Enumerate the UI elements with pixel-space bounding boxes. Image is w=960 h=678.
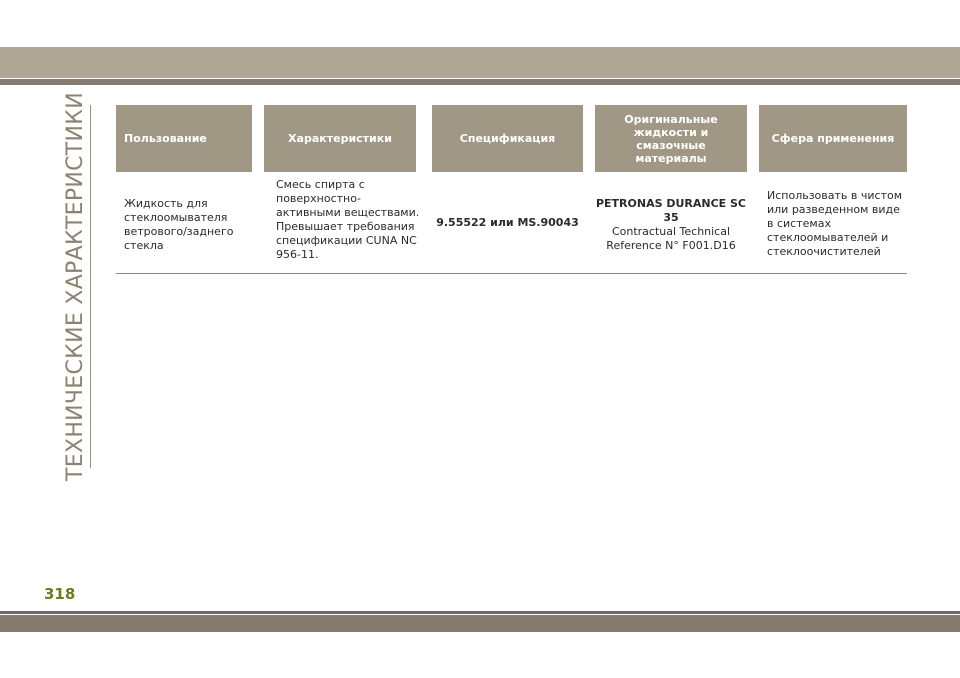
cell-specification: 9.55522 или MS.90043	[436, 216, 579, 229]
header-specification: Спецификация	[432, 105, 583, 172]
cell-application: Использовать в чистом или разведенном виде в системах стеклоомывателей и стеклоочистителей	[767, 189, 903, 258]
top-accent-line	[0, 79, 960, 85]
page-number: 318	[44, 585, 76, 603]
product-reference: Contractual Technical Reference N° F001.D16	[606, 225, 736, 252]
bottom-band	[0, 615, 960, 632]
top-band	[0, 47, 960, 78]
cell-characteristics: Смесь спирта с поверхностно-активными веществами. Превышает требования спецификации CUNA NC 956-11.	[276, 178, 420, 261]
product-name: PETRONAS DURANCE SC 35	[595, 197, 747, 224]
header-characteristics: Характеристики	[264, 105, 416, 172]
row-divider	[116, 273, 907, 274]
bottom-accent-line	[0, 611, 960, 614]
header-usage: Пользование	[116, 105, 252, 172]
header-application: Сфера применения	[759, 105, 907, 172]
table-row	[116, 172, 907, 272]
cell-original-fluid	[595, 197, 747, 253]
side-section-title	[60, 92, 90, 481]
table-header	[116, 105, 907, 172]
header-original-fluids: Оригинальные жидкости и смазочные материалы	[595, 105, 747, 172]
side-title-text: ТЕХНИЧЕСКИЕ ХАРАКТЕРИСТИКИ	[62, 92, 88, 481]
side-divider	[90, 105, 91, 468]
fluids-table	[116, 105, 907, 272]
cell-usage: Жидкость для стеклоомывателя ветрового/заднего стекла	[124, 197, 234, 252]
